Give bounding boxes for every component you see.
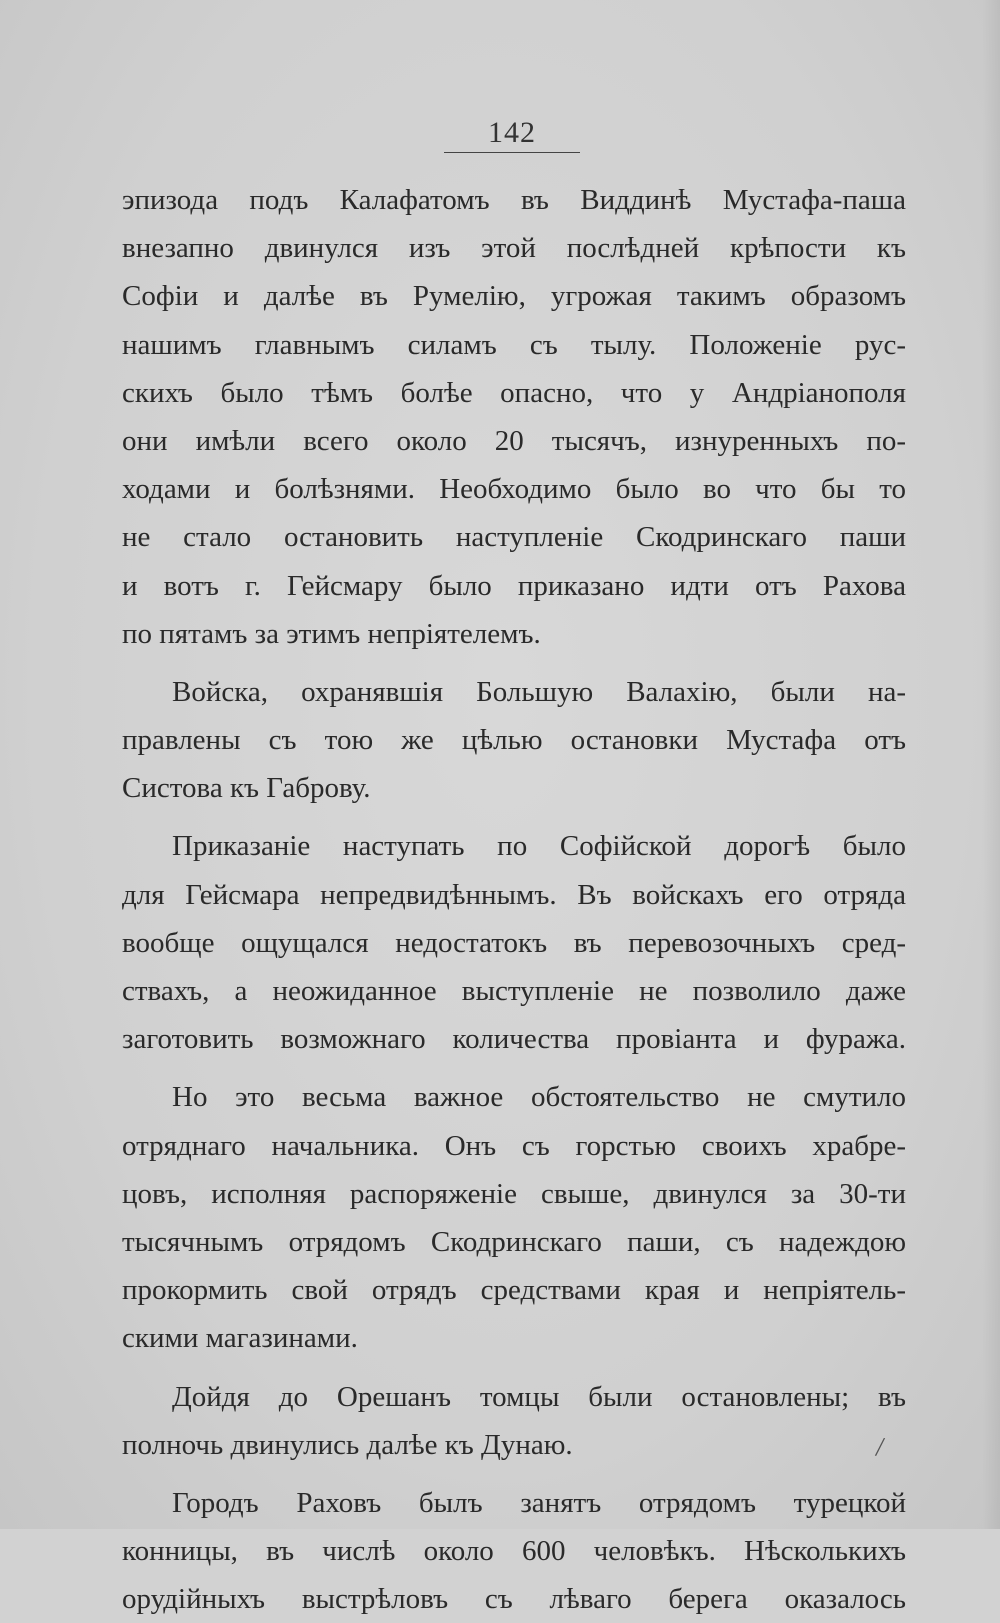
- paragraph: [122, 176, 906, 658]
- paragraph: [122, 668, 906, 813]
- text-line: внезапно двинулся изъ этой послѣдней крѣпости къ: [122, 232, 906, 265]
- text-line: орудійныхъ выстрѣловъ съ лѣваго берега оказалось: [122, 1583, 906, 1616]
- text-line: ходами и болѣзнями. Необходимо было во что бы то: [122, 473, 906, 506]
- text-line: Софіи и далѣе въ Румелію, угрожая такимъ образомъ: [122, 280, 906, 313]
- text-line: отряднаго начальника. Онъ съ горстью своихъ храбре-: [122, 1129, 906, 1162]
- text-line: правлены съ тою же цѣлью остановки Мустафа отъ: [122, 724, 906, 757]
- paragraph: [122, 822, 906, 1063]
- text-line: для Гейсмара непредвидѣннымъ. Въ войскахъ его отряда: [122, 878, 906, 911]
- paragraph: [122, 1479, 906, 1623]
- text-line: заготовить возможнаго количества провіанта и фуража.: [122, 1023, 906, 1056]
- text-line: нашимъ главнымъ силамъ съ тылу. Положеніе рус-: [122, 328, 906, 361]
- text-line: ствахъ, а неожиданное выступленіе не позволило даже: [122, 975, 906, 1007]
- paragraph: [122, 1073, 906, 1362]
- text-line: полночь двинулись далѣе къ Дунаю.: [122, 1428, 573, 1461]
- text-line: вообще ощущался недостатокъ въ перевозочныхъ сред-: [122, 926, 906, 959]
- text-line: Систова къ Габрову.: [122, 772, 371, 805]
- page-number-rule: [444, 152, 580, 153]
- text-line: Но это весьма важное обстоятельство не смутило: [172, 1081, 906, 1114]
- text-line: по пятамъ за этимъ непріятелемъ.: [122, 617, 541, 650]
- text-line: прокормить свой отрядъ средствами края и непріятель-: [122, 1274, 906, 1307]
- page-edge-shadow: [982, 0, 1000, 1529]
- text-line: и вотъ г. Гейсмару было приказано идти отъ Рахова: [122, 569, 906, 602]
- text-line: Городъ Раховъ былъ занятъ отрядомъ турецкой: [172, 1486, 906, 1519]
- body-text: [122, 176, 906, 1623]
- text-line: не стало остановить наступленіе Скодринскаго паши: [122, 521, 906, 554]
- text-line: конницы, въ числѣ около 600 человѣкъ. Нѣсколькихъ: [122, 1535, 906, 1568]
- text-line: Приказаніе наступать по Софійской дорогѣ было: [172, 830, 906, 863]
- text-line: они имѣли всего около 20 тысячъ, изнуренныхъ по-: [122, 424, 906, 457]
- text-line: Войска, охранявшія Большую Валахію, были на-: [172, 675, 906, 708]
- text-line: эпизода подъ Калафатомъ въ Виддинѣ Мустафа-паша: [122, 184, 906, 216]
- text-line: скихъ было тѣмъ болѣе опасно, что у Андріанополя: [122, 376, 906, 409]
- text-line: скими магазинами.: [122, 1322, 358, 1355]
- corner-mark: /: [873, 1431, 886, 1464]
- paragraph: [122, 1373, 906, 1469]
- text-line: Дойдя до Орешанъ томцы были остановлены; въ: [172, 1380, 906, 1413]
- page-number: 142: [488, 116, 536, 149]
- text-line: цовъ, исполняя распоряженіе свыше, двинулся за 30-ти: [122, 1177, 906, 1210]
- text-line: тысячнымъ отрядомъ Скодринскаго паши, съ надеждою: [122, 1225, 906, 1258]
